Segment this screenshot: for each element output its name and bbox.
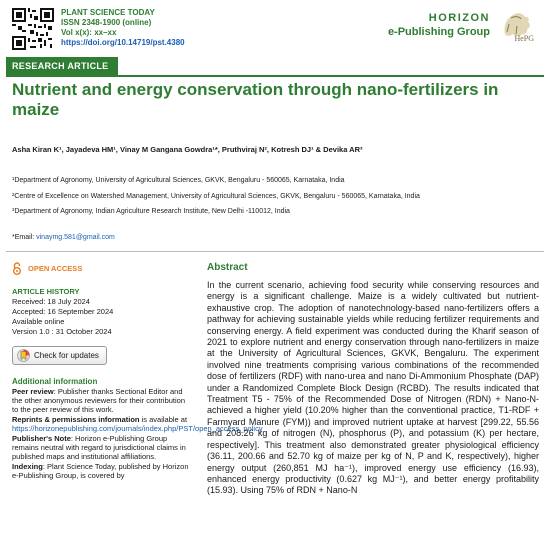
corresponding-email (12, 234, 115, 241)
email-label: *Email: (12, 234, 37, 241)
reprints-note (12, 415, 263, 433)
author-list: Asha Kiran K¹, Jayadeva HM¹, Vinay M Gangana Gowdra¹*, Pruthviraj N², Kotresh DJ¹ & Devika AR³ (12, 145, 363, 154)
history-accepted: Accepted: 16 September 2024 (12, 307, 114, 316)
indexing-text: : Plant Science Today, published by Horizon e-Publishing Group, is covered by (12, 462, 189, 480)
article-type-badge: RESEARCH ARTICLE (6, 57, 118, 75)
publisher-line1: HORIZON (428, 12, 490, 24)
indexing-note (12, 462, 190, 480)
publisher-note-text: : Horizon e-Publishing Group remains neutral with regard to jurisdictional claims in published maps and institutional affiliations. (12, 434, 186, 461)
open-access-label: OPEN ACCESS (28, 264, 83, 273)
check-for-updates-label: Check for updates (34, 351, 99, 360)
history-received: Received: 18 July 2024 (12, 297, 90, 306)
publisher-note-label: Publisher's Note (12, 434, 71, 443)
open-access-row (12, 262, 190, 275)
publisher-line2: e-Publishing Group (387, 26, 490, 38)
additional-info-heading: Additional information (12, 377, 98, 386)
divider (6, 251, 544, 252)
abstract-heading: Abstract (207, 262, 248, 273)
reprints-text: is available at (139, 415, 188, 424)
publisher-name (388, 12, 490, 38)
publisher-note (12, 434, 190, 461)
journal-name: PLANT SCIENCE TODAY (61, 8, 155, 17)
abstract-text: In the current scenario, achieving food security while conserving resources and energy is a significant challenge. Maize is a widely cultivated but nutrient-exhaustive crop. The adoption of nanotechnology-based nano-fertilizers offers a pathway for achieving sustainable yields while reducing fertilizer requirements and conserving energy. A field experiment was conducted during the Kharif season of 2021 to explore nutrient and energy conservation through nano-fertilizers in maize at the University of Agricultural Sciences, GKVK, Bengaluru. The experiment involved nine treatments comprising various combinations of the recommended dose of fertilizers (RDF) with nano-urea and nano Di-Ammonium Phosphate (DAP) under a Randomized Complete Block Design (RCBD). The results indicated that Treatment T5 - 75% of the Recommended Dose of Nitrogen (RDN) + Nano-N-achieved a higher yield (10.20% higher than the conventional practice, T1-RDF + Farmyard Manure (FYM)) and improved nutrient uptake at harvest [299.22, 55.56 and 208.26 kg of nitrogen (N), phosphorus (P), and potassium (K) per hectare, respectively]. This treatment also demonstrated greater physiological efficiency (36.11, 200.66 and 52.70 kg of maize per kg of N, P and K, respectively), higher energy output (260,851 MJ ha⁻¹), improved energy use efficiency (16.93), enhanced energy productivity (0.627 kg MJ⁻¹), and better energy profitability (15.93). Using 75% of RDN + Nano-N (207, 280, 539, 496)
affiliation-3: ³Department of Agronomy, Indian Agriculture Research Institute, New Delhi -110012, India (12, 208, 290, 215)
affiliation-2: ²Centre of Excellence on Watershed Management, University of Agricultural Sciences, GKVK, Bengaluru - 560065, Karnataka, India (12, 193, 420, 200)
peer-review-note (12, 387, 190, 414)
reprints-link[interactable]: https://horizonepublishing.com/journals/index.php/PST/open_access_policy (12, 424, 263, 433)
reprints-label: Reprints & permissions information (12, 415, 140, 424)
doi-link[interactable]: https://doi.org/10.14719/pst.4380 (61, 38, 185, 47)
volume: Vol x(x): xx–xx (61, 28, 117, 37)
peer-review-label: Peer review (12, 387, 54, 396)
history-version: Version 1.0 : 31 October 2024 (12, 327, 112, 336)
article-title: Nutrient and energy conservation through nano-fertilizers in maize (12, 80, 499, 119)
qr-code-icon (12, 8, 54, 50)
peer-review-text: : Publisher thanks Sectional Editor and the other anonymous reviewers for their contribution to the peer review of this work. (12, 387, 186, 414)
crossmark-icon (17, 349, 30, 362)
hepg-logo-text: HePG (514, 34, 534, 43)
email-link[interactable]: vinaymg.581@gmail.com (36, 234, 115, 241)
history-available: Available online (12, 317, 65, 326)
affiliation-1: ¹Department of Agronomy, University of Agricultural Sciences, GKVK, Bengaluru - 560065, Karnataka, India (12, 177, 345, 184)
check-for-updates-button[interactable] (12, 346, 107, 365)
issn: ISSN 2348-1900 (online) (61, 18, 152, 27)
article-history-heading: ARTICLE HISTORY (12, 287, 80, 296)
divider (6, 75, 544, 77)
journal-meta (61, 8, 185, 48)
open-access-lock-icon (12, 262, 22, 275)
indexing-label: Indexing (12, 462, 43, 471)
